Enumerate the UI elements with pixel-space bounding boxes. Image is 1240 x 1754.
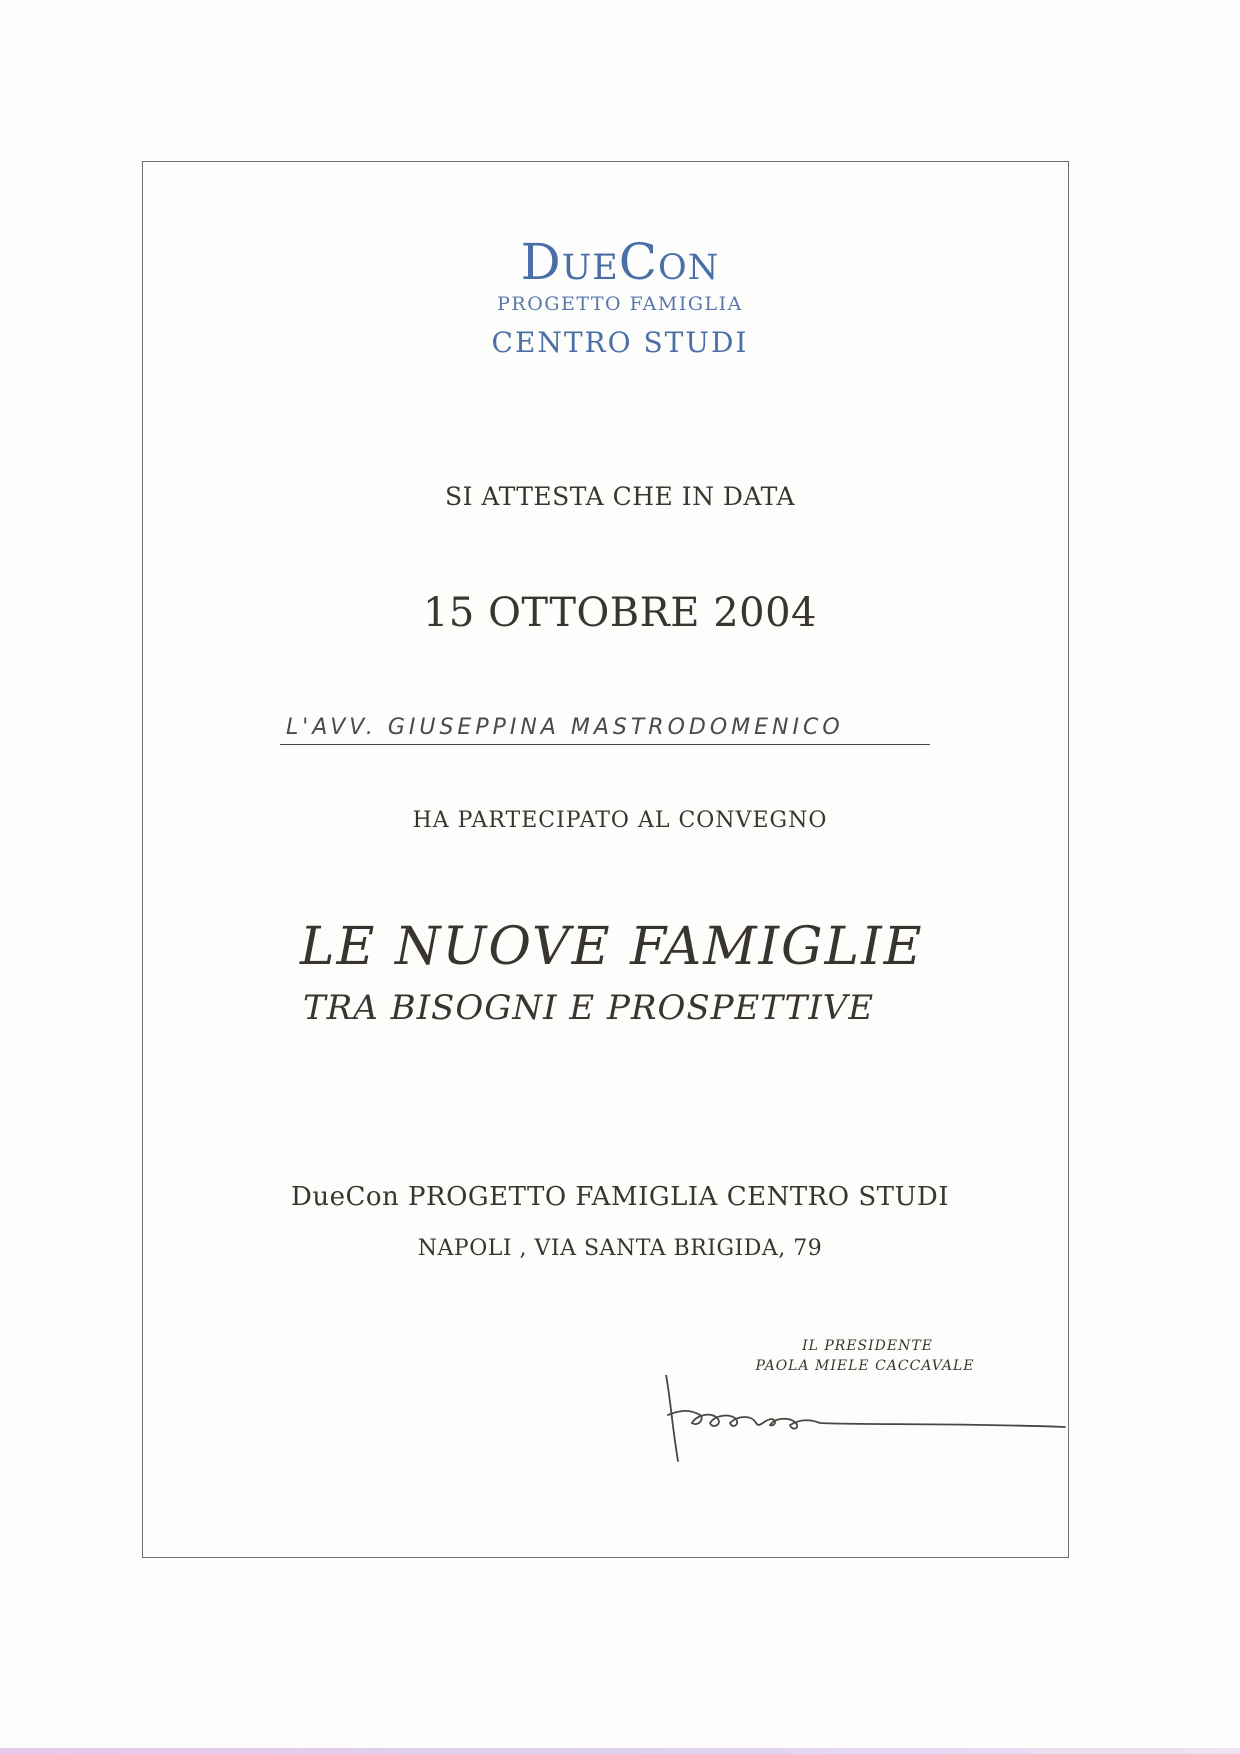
president-label: IL PRESIDENTE [802, 1338, 933, 1354]
logo-subtitle: PROGETTO FAMIGLIA [497, 293, 743, 315]
recipient-name-line [280, 744, 930, 745]
partecipato-text: HA PARTECIPATO AL CONVEGNO [412, 808, 828, 833]
logo-subtitle-2: CENTRO STUDI [491, 326, 749, 359]
signature-handwritten [660, 1375, 1080, 1485]
convegno-subtitle: TRA BISOGNI E PROSPETTIVE [303, 988, 875, 1028]
organization-name: DueCon PROGETTO FAMIGLIA CENTRO STUDI [290, 1182, 949, 1212]
organization-address: NAPOLI , VIA SANTA BRIGIDA, 79 [417, 1236, 823, 1261]
logo-title: DueCon [520, 233, 720, 291]
attesta-text: SI ATTESTA CHE IN DATA [444, 482, 796, 511]
convegno-title: LE NUOVE FAMIGLIE [300, 917, 924, 977]
event-date: 15 OTTOBRE 2004 [422, 590, 818, 636]
bottom-edge-strip [0, 1748, 1240, 1754]
recipient-name-handwritten: L'AVV. GIUSEPPINA MASTRODOMENICO [286, 715, 844, 740]
president-name: PAOLA MIELE CACCAVALE [755, 1358, 975, 1374]
